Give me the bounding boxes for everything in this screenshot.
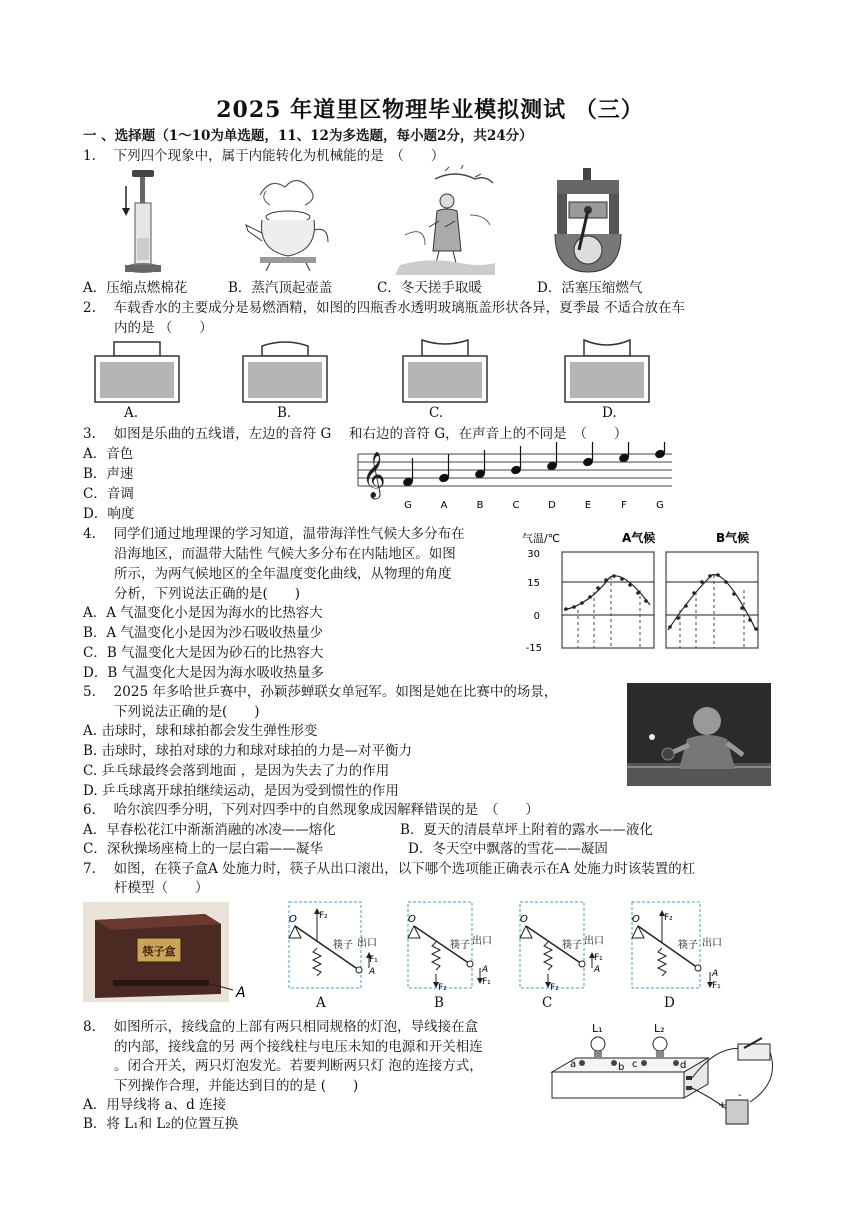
y-tick-neg15: -15 [525,643,542,654]
force-f1-label: F₁ [594,953,603,963]
q8-line2: 的内部，接线盒的另 两个接线柱与电压未知的电源和开关相连 [114,1039,483,1055]
q4-option-c: C．B 气温变化大是因为砂石的比热容大 [83,645,324,661]
bottle-b-image [240,338,330,404]
note-name-label: F [621,500,627,511]
note-name-label: C [512,500,520,511]
q8-line4: 下列操作合理，并能达到目的的是 ( ) [114,1078,359,1094]
q5-option-a: A. 击球时，球和球拍都会发生弹性形变 [83,723,318,739]
y-tick-30: 30 [527,549,540,560]
panel-a-title: A气候 [622,531,656,545]
q1-option-d: D．活塞压缩燃气 [537,280,643,296]
bulb-l2-label: L₂ [654,1022,665,1035]
q4-option-b: B．A 气温变化小是因为沙石吸收热量少 [83,625,323,641]
q1-option-b: B．蒸汽顶起壶盖 [228,280,333,296]
svg-text:-: - [738,1090,742,1101]
kettle-image [240,175,330,275]
q7-stem-line2: 杆模型（ ） [114,880,209,896]
pivot-o-label: O [520,914,528,925]
force-f2-label: F₂ [319,911,328,921]
q6-option-d: D．冬天空中飘落的雪花——凝固 [408,841,608,857]
q7-label-d: D [664,995,675,1011]
q6-option-c: C．深秋操场座椅上的一层白霜——凝华 [83,841,323,857]
q1-stem: 1. 下列四个现象中，属于内能转化为机械能的是 （ ） [83,148,445,164]
force-f2-label: F₂ [550,983,559,993]
q1-option-a: A．压缩点燃棉花 [83,280,188,296]
pivot-o-label: O [289,914,297,925]
q5-line1: 5. 2025 年多哈世乒赛中，孙颖莎蝉联女单冠军。如图是她在比赛中的场景， [83,684,558,700]
point-a-label: A [236,985,246,1001]
q3-option-a: A．音色 [83,446,134,462]
q7-label-b: B [434,995,444,1011]
note-name-label: D [548,500,556,511]
q4-option-d: D．B 气温变化大是因为海水吸收热量多 [83,665,325,681]
chart-y-label: 气温/℃ [522,532,561,545]
q3-option-c: C．音调 [83,486,134,502]
q3-option-d: D．响度 [83,506,135,522]
q2-stem-line1: 2. 车载香水的主要成分是易燃酒精，如图的四瓶香水透明玻璃瓶盖形状各异，夏季最 不适合放在车 [83,300,685,316]
q4-option-a: A．A 气温变化小是因为海水的比热容大 [83,605,323,621]
y-tick-0: 0 [533,611,540,622]
section-heading: 一 、选择题（1～10为单选题，11、12为多选题，每小题2分，共24分） [83,128,533,144]
q2-label-c: C. [429,405,444,421]
table-tennis-photo [627,683,771,786]
force-f1-label: F₁ [712,981,721,991]
force-f1-label: F₁ [482,977,491,987]
q2-label-d: D. [602,405,617,421]
q8-option-a: A．用导线将 a、d 连接 [83,1097,227,1113]
q5-option-b: B. 击球时，球拍对球的力和球对球拍的力是—对平衡力 [83,743,413,759]
pivot-o-label: O [632,914,640,925]
chopstick-label: 筷子 [450,940,470,951]
q5-option-d: D. 乒乓球离开球拍继续运动，是因为受到惯性的作用 [83,783,399,799]
q8-line3: 。闭合开关，两只灯泡发光。若要判断两只灯 泡的连接方式， [114,1058,483,1074]
terminal-c-label: c [632,1059,638,1070]
engine-cylinder-image [553,166,623,274]
q3-option-b: B．声速 [83,466,134,482]
lever-model-c [516,898,616,1012]
panel-b-title: B气候 [716,531,750,545]
q8-line1: 8. 如图所示，接线盒的上部有两只相同规格的灯泡，导线接在盒 [83,1019,479,1035]
force-f2-label: F₂ [664,913,673,923]
q7-label-a: A [316,995,326,1011]
force-f1-label: F₁ [369,955,378,965]
bottle-c-image [400,338,490,404]
q4-line4: 分析，下列说法正确的是( ) [114,586,301,602]
q3-stem: 3. 如图是乐曲的五线谱，左边的音符 G 和右边的音符 G，在声音上的不同是 （ ） [83,426,628,442]
music-staff-figure [356,442,674,514]
note-name-label: E [584,500,592,511]
note-name-label: B [476,500,484,511]
lever-model-a [285,898,385,1012]
chopstick-box-photo [83,902,253,1004]
q5-option-c: C. 乒乓球最终会落到地面 ，是因为失去了力的作用 [83,763,390,779]
exit-label: 出口 [357,938,377,949]
box-label: 筷子盒 [142,945,176,958]
point-a-label: A [369,967,376,977]
lever-model-b [404,898,504,1012]
q6-option-b: B．夏天的清晨草坪上附着的露水——液化 [400,822,653,838]
page-title: 2025 年道里区物理毕业模拟测试 （三） [216,97,644,123]
q7-stem-line1: 7. 如图，在筷子盒A 处施力时，筷子从出口滚出，以下哪个选项能正确表示在A 处施力时该装置的杠 [83,861,696,877]
terminal-d-label: d [680,1060,687,1071]
q4-line3: 所示，为两气候地区的全年温度变化曲线，从物理的角度 [114,566,452,582]
bottle-d-image [562,338,652,404]
note-name-label: G [656,500,664,511]
chopstick-label: 筷子 [678,940,698,951]
bulb-l1-label: L₁ [592,1022,603,1035]
point-a-label: A [594,965,601,975]
q1-option-c: C．冬天搓手取暖 [377,280,482,296]
climate-chart [520,530,770,656]
chopstick-label: 筷子 [562,940,582,951]
terminal-a-label: a [570,1059,577,1070]
note-name-label: A [440,500,448,511]
chopstick-label: 筷子 [333,940,353,951]
pivot-o-label: O [408,914,416,925]
q2-stem-line2: 内的是 （ ） [114,320,213,336]
force-f2-label: F₂ [438,983,447,993]
q4-line1: 4. 同学们通过地理课的学习知道，温带海洋性气候大多分布在 [83,526,465,542]
q2-label-b: B. [277,405,292,421]
exit-label: 出口 [702,938,722,949]
note-name-label: G [404,500,412,511]
terminal-b-label: b [618,1062,625,1073]
q6-stem: 6. 哈尔滨四季分明，下列对四季中的自然现象成因解释错误的是 （ ） [83,802,539,818]
y-tick-15: 15 [527,578,540,589]
treble-clef-icon: 𝄞 [362,452,386,498]
svg-text:+: + [718,1100,727,1111]
hand-rubbing-image [395,165,495,275]
q7-label-c: C [542,995,553,1011]
point-a-label: A [482,965,489,975]
lever-model-d [628,898,738,1012]
q2-label-a: A. [124,405,139,421]
exit-label: 出口 [472,936,492,947]
fire-piston-image [118,168,168,278]
point-a-label: A [712,969,719,979]
q6-option-a: A．早春松花江中渐渐消融的冰凌——熔化 [83,822,336,838]
circuit-junction-box-figure [548,1020,778,1132]
q8-option-b: B．将 L₁和 L₂的位置互换 [83,1116,239,1132]
q4-line2: 沿海地区，而温带大陆性 气候大多分布在内陆地区。如图 [114,546,456,562]
bottle-a-image [92,340,182,404]
exit-label: 出口 [584,936,604,947]
q5-line2: 下列说法正确的是( ) [114,704,260,720]
